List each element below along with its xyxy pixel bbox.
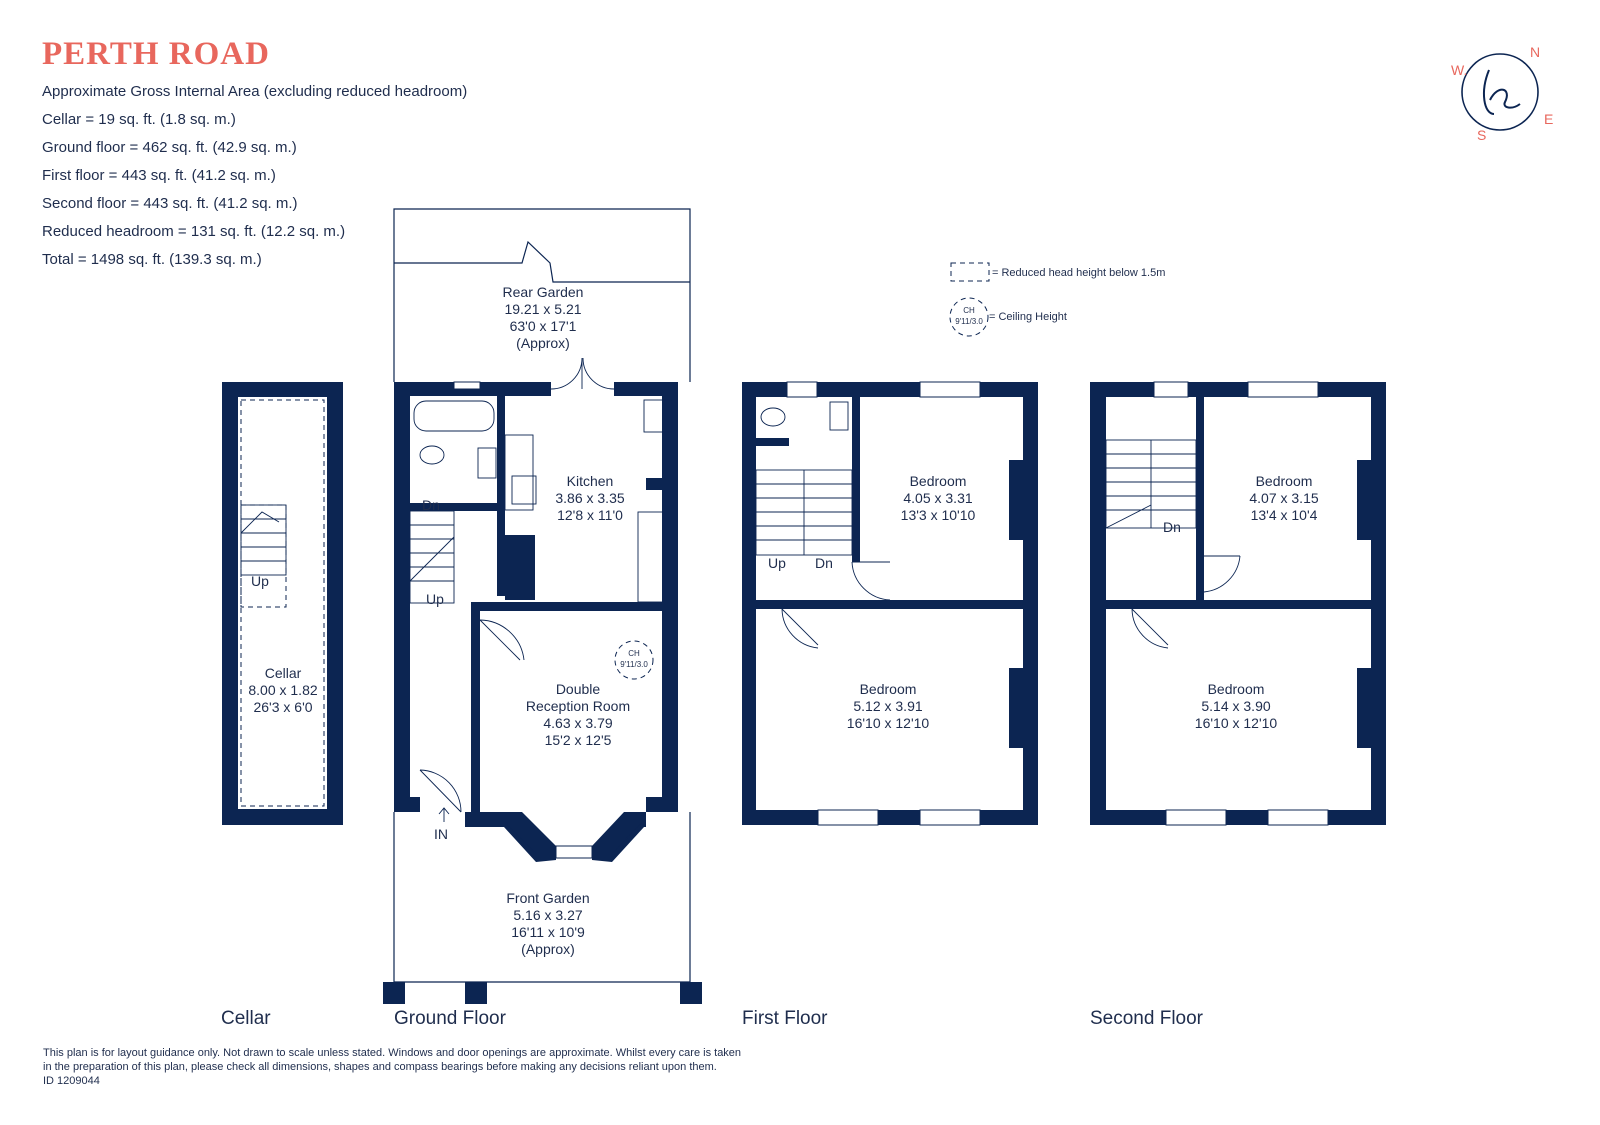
front-garden-name: Front Garden (506, 890, 590, 906)
first-bed-front-window-left (818, 810, 878, 825)
compass (1451, 44, 1553, 143)
area-ground-floor: Ground floor = 462 sq. ft. (42.9 sq. m.) (42, 139, 297, 156)
first-bed-front-metric: 5.12 x 3.91 (853, 698, 923, 714)
legend-ceiling-height: = Ceiling Height (989, 311, 1067, 323)
second-chimney-breast-rear (1357, 460, 1371, 540)
compass-s: S (1477, 127, 1487, 143)
first-chimney-breast-rear (1009, 460, 1023, 540)
kitchen-pantry (505, 535, 535, 600)
hall-wall (471, 602, 480, 812)
second-bed-front-imperial: 16'10 x 12'10 (1194, 715, 1278, 731)
first-rear-bed-door (852, 562, 890, 600)
area-cellar: Cellar = 19 sq. ft. (1.8 sq. m.) (42, 111, 236, 128)
kitchen-reception-wall (471, 602, 678, 611)
first-bed-rear-imperial: 13'3 x 10'10 (900, 507, 976, 523)
first-stair-dn: Dn (815, 555, 833, 571)
front-garden-note: (Approx) (521, 941, 575, 957)
cellar-stair-up: Up (251, 573, 269, 589)
reception-metric: 4.63 x 3.79 (543, 715, 613, 731)
ground-entrance-in: IN (434, 826, 448, 842)
cellar-floor (238, 397, 327, 809)
legend-ch-symbol: CH (963, 306, 975, 315)
area-second-floor: Second floor = 443 sq. ft. (41.2 sq. m.) (42, 195, 298, 212)
rear-garden-note: (Approx) (516, 335, 570, 351)
second-rear-bed-door (1204, 556, 1240, 592)
rear-garden-path (394, 242, 690, 282)
cellar-metric: 8.00 x 1.82 (248, 682, 318, 698)
hob-icon (512, 476, 536, 504)
compass-e: E (1544, 111, 1554, 127)
bay-wall-left (465, 812, 556, 862)
plan-id: ID 1209044 (43, 1075, 100, 1087)
second-bedroom-divider (1196, 397, 1204, 600)
kitchen-name: Kitchen (566, 473, 614, 489)
ground-stair-dn: Dn (422, 497, 440, 513)
bay-wall-right (592, 812, 646, 862)
bath-icon (414, 401, 494, 431)
second-stairs (1106, 440, 1196, 528)
area-reduced-headroom: Reduced headroom = 131 sq. ft. (12.2 sq. m.) (42, 223, 346, 240)
first-bed-rear-metric: 4.05 x 3.31 (903, 490, 973, 506)
second-bed-front-window-right (1268, 810, 1328, 825)
second-stair-dn: Dn (1163, 519, 1181, 535)
disclaimer-line-2: in the preparation of this plan, please check all dimensions, shapes and compass bearings before making any decisions reliant upon them. (43, 1061, 717, 1073)
second-bed-rear-name: Bedroom (1255, 473, 1313, 489)
disclaimer (43, 1046, 741, 1088)
kitchen-unit (638, 512, 664, 602)
first-bed-rear-name: Bedroom (909, 473, 967, 489)
first-toilet-icon (761, 408, 785, 426)
area-total: Total = 1498 sq. ft. (139.3 sq. m.) (42, 251, 262, 268)
rear-garden-metric: 19.21 x 5.21 (504, 301, 582, 317)
front-garden-imperial: 16'11 x 10'9 (511, 924, 585, 940)
second-bed-front-window-left (1166, 810, 1226, 825)
rear-doors (551, 358, 614, 389)
reception-imperial: 15'2 x 12'5 (544, 732, 612, 748)
area-heading: Approximate Gross Internal Area (excluding reduced headroom) (42, 83, 468, 100)
second-bed-rear-window (1248, 382, 1318, 397)
ground-floor-plan (383, 209, 702, 1004)
ground-front-wall-left (394, 797, 420, 812)
reduced-head-swatch (951, 263, 989, 281)
first-bath-window (787, 382, 817, 397)
floor-label-second: Second Floor (1090, 1008, 1204, 1029)
rear-garden-imperial: 63'0 x 17'1 (509, 318, 577, 334)
kitchen-imperial: 12'8 x 11'0 (557, 507, 623, 523)
second-bed-rear-metric: 4.07 x 3.15 (1249, 490, 1319, 506)
ground-stairs (410, 511, 454, 603)
toilet-icon (420, 446, 444, 464)
second-bed-front-metric: 5.14 x 3.90 (1201, 698, 1271, 714)
first-landing-wall (756, 600, 1023, 609)
legend-ch-value: 9'11/3.0 (955, 317, 983, 326)
second-chimney-breast-front (1357, 668, 1371, 748)
first-bedroom-divider (852, 397, 860, 562)
reception-name1: Double (555, 681, 601, 697)
bay-front-window (556, 846, 592, 858)
rear-garden-name: Rear Garden (502, 284, 584, 300)
first-front-bed-door (782, 609, 818, 648)
floor-label-cellar: Cellar (221, 1008, 271, 1029)
front-door (420, 770, 461, 812)
ground-ch: CH (628, 649, 640, 658)
first-stair-up: Up (768, 555, 786, 571)
legend (950, 263, 1165, 336)
cellar-imperial: 26'3 x 6'0 (253, 699, 313, 715)
entry-arrow (439, 808, 449, 822)
bath-partition (497, 396, 505, 596)
first-bath-wall (756, 438, 789, 446)
kitchen-counter (505, 435, 533, 510)
front-pier-left (383, 982, 405, 1004)
kitchen-metric: 3.86 x 3.35 (555, 490, 625, 506)
floor-label-ground: Ground Floor (394, 1008, 506, 1029)
disclaimer-line-1: This plan is for layout guidance only. Not drawn to scale unless stated. Windows and door openings are approximate. Whilst every care is taken (43, 1047, 742, 1059)
first-stairs (756, 470, 852, 555)
cellar-name: Cellar (264, 665, 302, 681)
bath-window (454, 382, 480, 389)
first-chimney-breast-front (1009, 668, 1023, 748)
first-basin-icon (830, 402, 848, 430)
first-floor-plan (742, 382, 1038, 825)
compass-w: W. (1451, 62, 1468, 78)
reception-name2: Reception Room (525, 698, 631, 714)
ground-ch-value: 9'11/3.0 (620, 660, 648, 669)
first-bed-front-name: Bedroom (859, 681, 917, 697)
property-title: PERTH ROAD (42, 36, 270, 72)
legend-reduced-head: = Reduced head height below 1.5m (992, 267, 1166, 279)
kitchen-side-wall (646, 478, 678, 490)
second-floor-plan (1090, 382, 1386, 825)
first-bed-front-imperial: 16'10 x 12'10 (846, 715, 930, 731)
second-front-bed-door (1132, 609, 1168, 648)
compass-n: N (1530, 44, 1541, 60)
area-first-floor: First floor = 443 sq. ft. (41.2 sq. m.) (42, 167, 276, 184)
basin-icon (478, 448, 496, 478)
compass-logo-icon (1484, 70, 1520, 114)
ground-stair-up: Up (426, 591, 444, 607)
front-pier-middle (465, 982, 487, 1004)
compass-ring (1462, 54, 1538, 130)
front-pier-right (680, 982, 702, 1004)
floor-label-first: First Floor (742, 1008, 828, 1029)
front-garden-metric: 5.16 x 3.27 (513, 907, 583, 923)
second-bed-front-name: Bedroom (1207, 681, 1265, 697)
reception-door (480, 620, 524, 660)
first-bed-rear-window (920, 382, 980, 397)
second-bed-rear-imperial: 13'4 x 10'4 (1250, 507, 1318, 523)
second-landing-wall (1106, 600, 1371, 609)
first-bed-front-window-right (920, 810, 980, 825)
cellar-plan (222, 382, 343, 825)
second-stair-window (1154, 382, 1188, 397)
